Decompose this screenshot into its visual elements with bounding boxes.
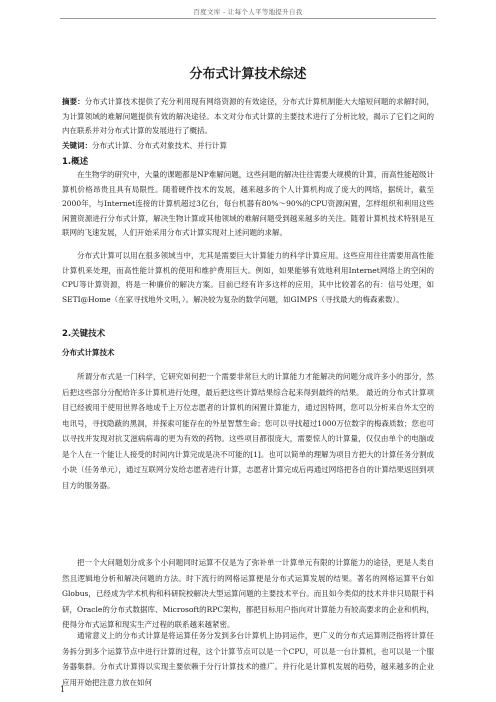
abstract-label: 摘要： — [62, 97, 85, 106]
abstract — [62, 95, 434, 139]
section-2-heading: 2.关键技术 — [62, 329, 106, 339]
section-2-paragraph-1: 所谓分布式是一门科学，它研究如何把一个需要非常巨大的计算能力才能解决的问题分成许多小的部分，然后把这些部分分配给许多计算机进行处理，最后把这些计算结果综合起来得到最终的结果。 最近的分布式计算项目已经被用于使用世界各地成千上万位志愿者的计算机的闲置计算能力，通过因特网，您可以分析来自外太空的电讯号，寻找隐蔽的黑洞，并探索可能存在的外星智慧生命；您可以寻找超过1000万位数字的梅森质数；您也可以寻找并发现对抗艾滋病病毒的更为有效的药物。这些项目都很庞大，需要惊人的计算量，仅仅由单个的电脑或是个人在一个能让人接受的时间内计算完成是决不可能的[1]。也可以简单的理解为项目方把大的计算任务分割成小块（任务单元），通过互联网分发给志愿者进行计算，志愿者计算完成后再通过网络把各自的计算结果返回到项目方的服务器。 — [62, 372, 434, 490]
keywords-text: 分布式计算、分布式对象技术、并行计算 — [92, 141, 227, 150]
keywords — [62, 139, 434, 154]
section-1-heading: 1.概述 — [62, 157, 89, 167]
keywords-label: 关键词： — [62, 141, 92, 150]
section-1-paragraph-2: 分布式计算可以用在很多领域当中，尤其是需要巨大计算能力的科学计算应用。这些应用往往需要用高性能计算机来处理，而高性能计算机的使用和维护费用巨大。例如，如果能够有效地利用Internet网络上的空闲的CPU等计算资源，将是一种廉价的解决方案。目前已经有许多这样的应用，其中比较著名的有：信号处理，如SETI@Home（在家寻找地外文明，）。解决较为复杂的数学问题，如GIMPS（寻找最大的梅森素数）。 — [62, 251, 434, 304]
section-2-paragraph-3: 通常意义上的分布式计算是将运算任务分发到多台计算机上协同运作，更广义的分布式运算则泛指将计算任务拆分到多个运算节点中进行计算的过程，这个计算节点可以是一个CPU，可以是一台计算机，也可以是一个服务器集群。分布式计算得以实现主要依赖于分行计算技术的推广。并行化是计算机发展的趋势，越来越多的企业应用开始把注意力放在如何 — [62, 631, 434, 687]
document-title: 分布式计算技术综述 — [189, 67, 307, 82]
section-1-paragraph-1: 在生物学的研究中，大量的课题都是NP难解问题，这些问题的解决往往需要大规模的计算，而高性能超级计算机价格昂贵且具有局限性。随着硬件技术的发展，越来越多的个人计算机构成了庞大的网络，据统计，截至2000年，与Internet连接的计算机超过3亿台，每台机器有80%～90%的CPU资源闲置，怎样组织和利用这些闲置资源进行分布式计算，解决生物计算或其他领域的难解问题受到越来越多的关注。随着计算机技术特别是互联网的飞速发展，人们开始采用分布式计算实现对上述问题的求解。 — [62, 170, 434, 238]
header-divider — [60, 18, 436, 19]
page-header: 百度文库 - 让每个人平等地提升自我 — [193, 8, 303, 16]
page-number: 1 — [60, 685, 66, 694]
section-2-subheading: 分布式计算技术 — [62, 348, 115, 357]
section-2-paragraph-2: 把一个大问题划分成多个小问题同时运算不仅是为了弥补单一计算单元有限的计算能力的途径，更是人类自然且逻辑地分析和解决问题的方法。时下流行的网格运算便是分布式运算发展的结果。著名的网格运算平台如Globus，已经成为学术机构和科研院校解决大型运算问题的主要技术平台。而且如今类似的技术并非只局限于科研，Oracle的分布式数据库、Microsoft的RPC架构，都把目标用户指向对计算能力有较高要求的企业和机构，使得分布式运算和现实生产过程的联系越来越紧密。 — [62, 558, 434, 629]
abstract-text: 分布式计算技术提供了充分利用现有网络资源的有效途径，分布式计算机制能大大缩短问题的求解时间，为计算领域的难解问题提供有效的解决途径。本文对分布式计算的主要技术进行了分析比较，揭示了它们之间的内在联系并对分布式计算的发展进行了概括。 — [62, 97, 434, 135]
